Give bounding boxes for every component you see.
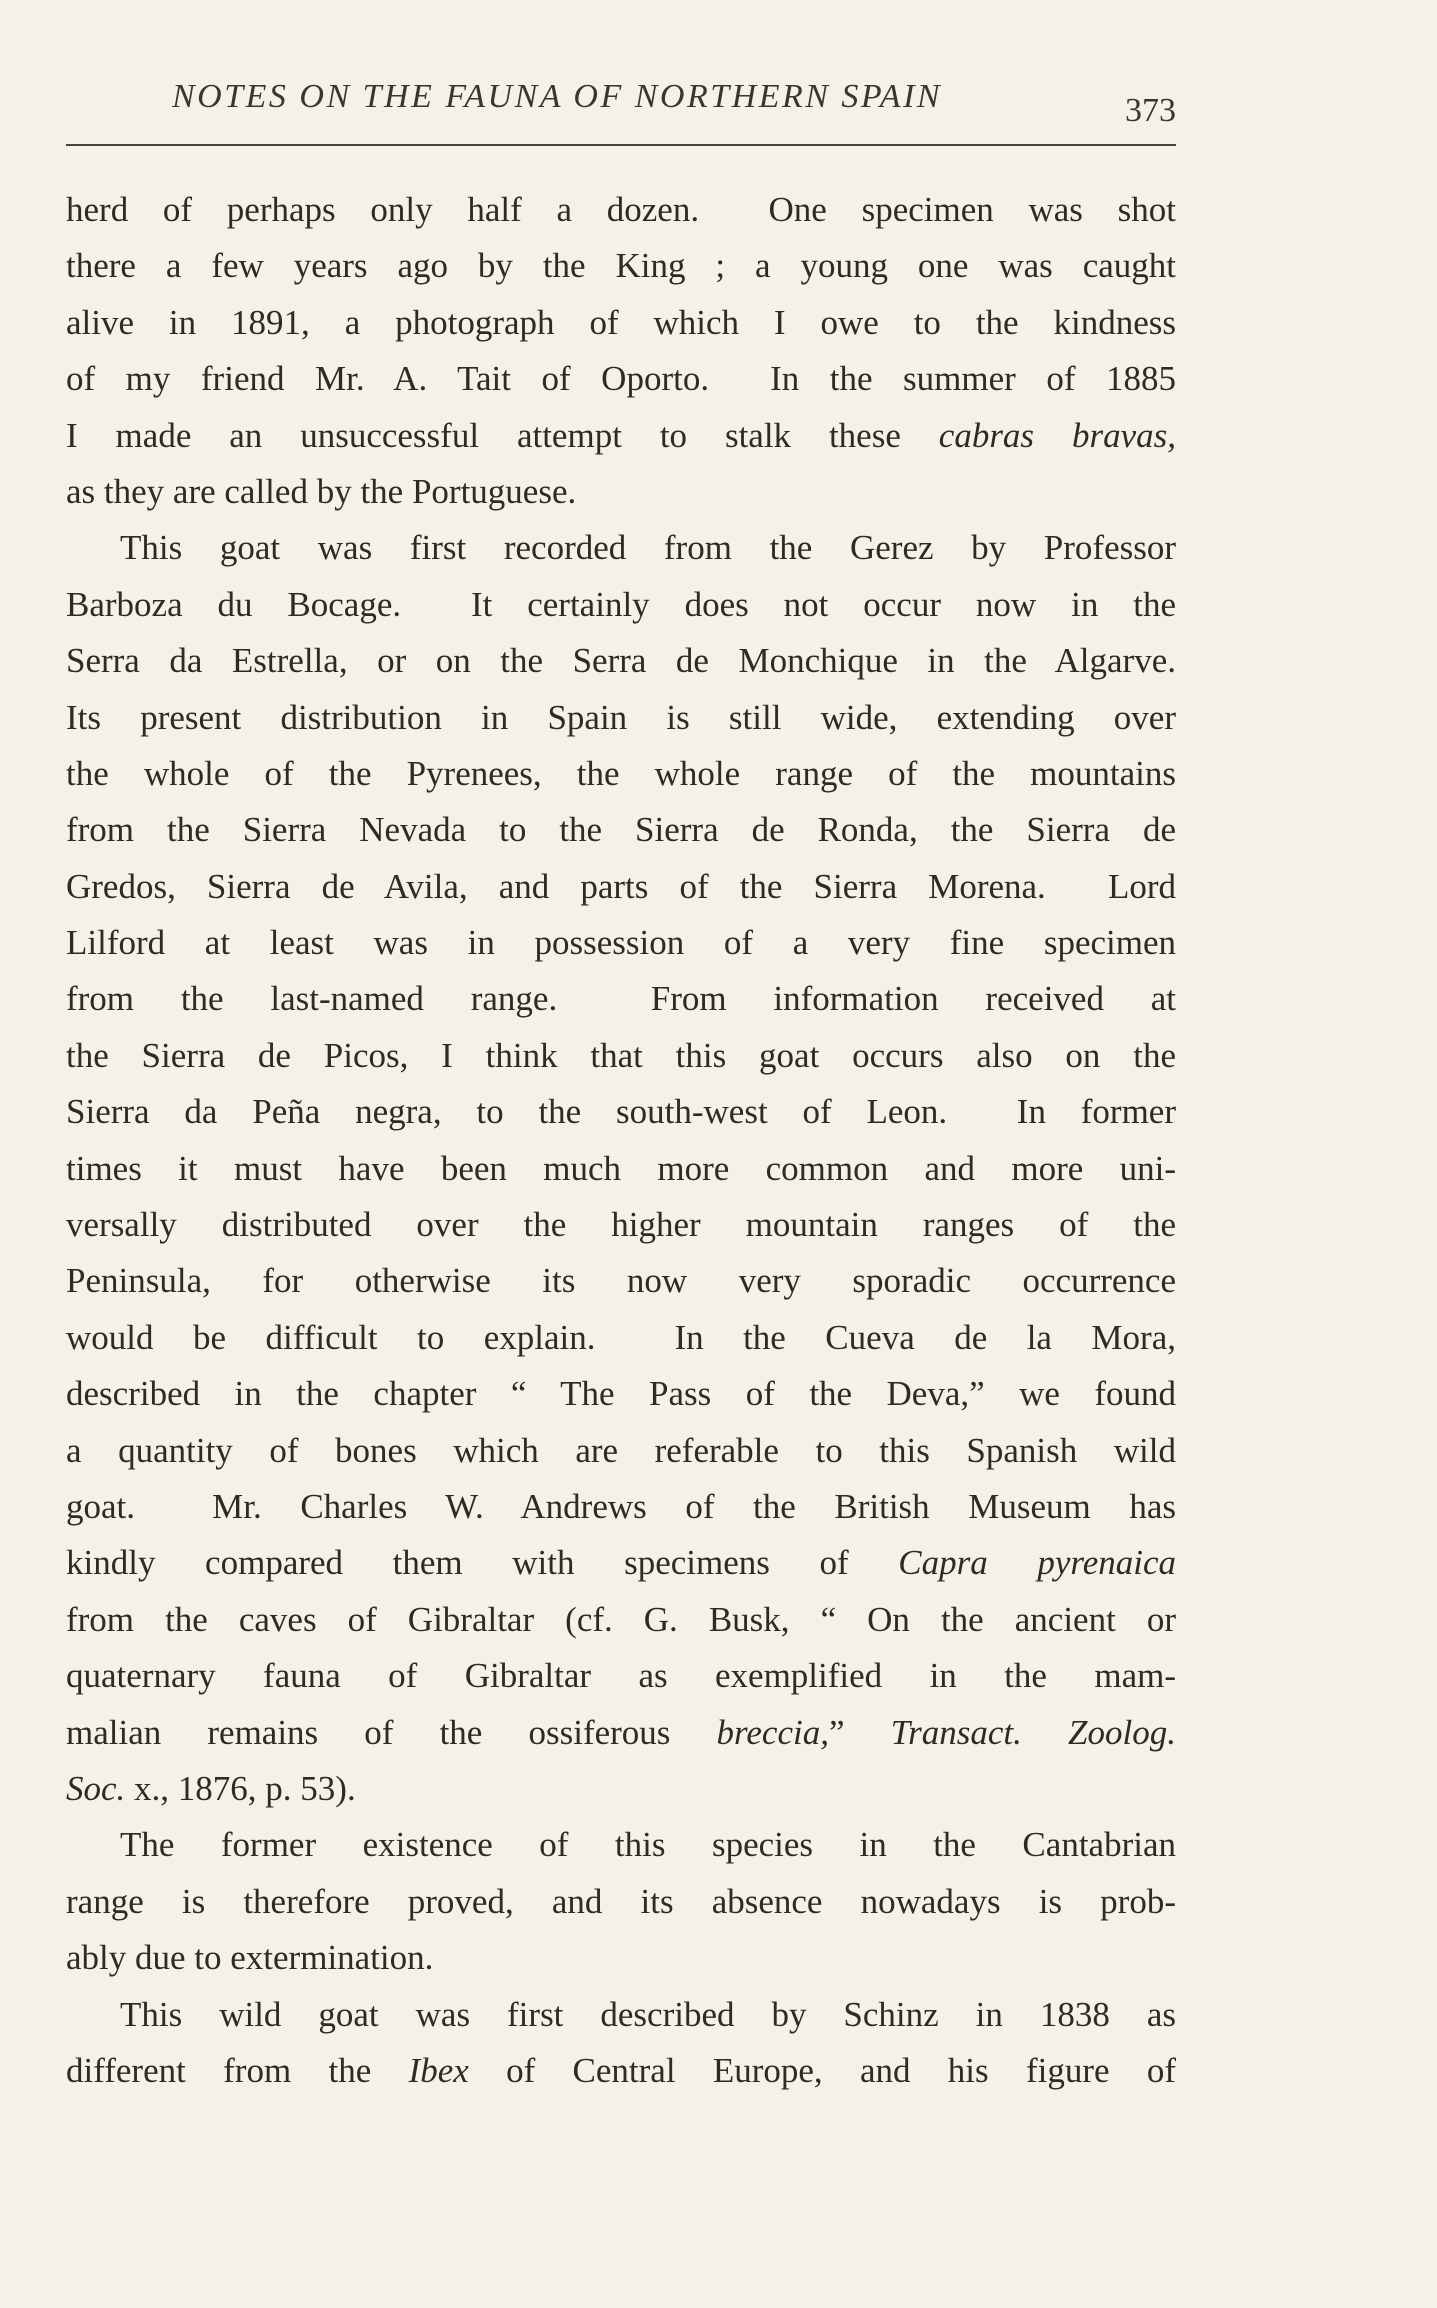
text-run: from the caves of Gibraltar (cf. G. Busk, “ On the ancient or bbox=[66, 1599, 1176, 1639]
text-run: of Central Europe, and his figure of bbox=[468, 2050, 1176, 2090]
text-line bbox=[66, 633, 1176, 689]
text-line bbox=[66, 1930, 1176, 1986]
text-run: there a few years ago by the King ; a young one was caught bbox=[66, 246, 1176, 286]
italic-text: Soc. bbox=[66, 1768, 126, 1808]
italic-text: Ibex bbox=[408, 2050, 469, 2090]
italic-text: Transact. Zoolog. bbox=[890, 1712, 1176, 1752]
text-line bbox=[66, 1817, 1176, 1873]
text-run: Peninsula, for otherwise its now very sporadic occurrence bbox=[66, 1261, 1176, 1301]
text-run: from the last-named range. From information received at bbox=[66, 979, 1176, 1019]
text-run: herd of perhaps only half a dozen. One specimen was shot bbox=[66, 190, 1176, 229]
text-run: malian remains of the ossiferous bbox=[66, 1712, 717, 1752]
text-line bbox=[66, 577, 1176, 633]
text-line bbox=[66, 2043, 1176, 2099]
text-run: Barboza du Bocage. It certainly does not occur now in the bbox=[66, 584, 1176, 624]
text-line bbox=[66, 351, 1176, 407]
text-run: range is therefore proved, and its absence nowadays is prob- bbox=[66, 1881, 1176, 1921]
text-line bbox=[66, 690, 1176, 746]
text-line bbox=[66, 238, 1176, 294]
text-line bbox=[66, 1084, 1176, 1140]
text-line bbox=[66, 182, 1176, 238]
text-run: ably due to extermination. bbox=[66, 1938, 434, 1978]
text-line bbox=[66, 1197, 1176, 1253]
text-run: Sierra da Peña negra, to the south-west of Leon. In former bbox=[66, 1092, 1176, 1132]
text-line bbox=[66, 1592, 1176, 1648]
text-line bbox=[66, 802, 1176, 858]
running-head bbox=[66, 72, 1176, 132]
text-line bbox=[66, 520, 1176, 576]
text-line bbox=[66, 1874, 1176, 1930]
text-run: This goat was first recorded from the Gerez by Professor bbox=[120, 528, 1176, 568]
text-line bbox=[66, 1535, 1176, 1591]
text-line bbox=[66, 915, 1176, 971]
text-line bbox=[66, 1253, 1176, 1309]
text-line bbox=[66, 1366, 1176, 1422]
text-run: Lilford at least was in possession of a very fine specimen bbox=[66, 923, 1176, 963]
text-line bbox=[66, 464, 1176, 520]
text-line bbox=[66, 295, 1176, 351]
text-run: the whole of the Pyrenees, the whole range of the mountains bbox=[66, 753, 1176, 793]
text-line bbox=[66, 1987, 1176, 2043]
running-title: NOTES ON THE FAUNA OF NORTHERN SPAIN bbox=[172, 78, 943, 115]
header-rule bbox=[66, 144, 1176, 146]
text-run: the Sierra de Picos, I think that this goat occurs also on the bbox=[66, 1035, 1176, 1075]
text-line bbox=[66, 408, 1176, 464]
text-run: described in the chapter “ The Pass of the Deva,” we found bbox=[66, 1374, 1176, 1414]
text-run: times it must have been much more common and more uni- bbox=[66, 1148, 1176, 1188]
text-run: The former existence of this species in the Cantabrian bbox=[120, 1825, 1176, 1865]
italic-text: cabras bravas, bbox=[938, 415, 1176, 455]
italic-text: breccia, bbox=[716, 1712, 829, 1752]
text-run: alive in 1891, a photograph of which I owe to the kindness bbox=[66, 302, 1176, 342]
text-run: kindly compared them with specimens of bbox=[66, 1543, 899, 1583]
text-run: Its present distribution in Spain is still wide, extending over bbox=[66, 697, 1176, 737]
text-line bbox=[66, 746, 1176, 802]
text-run: as they are called by the Portuguese. bbox=[66, 471, 577, 511]
text-run: I made an unsuccessful attempt to stalk these bbox=[66, 415, 939, 455]
text-run: different from the bbox=[66, 2050, 409, 2090]
text-run: versally distributed over the higher mountain ranges of the bbox=[66, 1205, 1176, 1245]
page-number: 373 bbox=[1125, 92, 1176, 129]
text-line bbox=[66, 1648, 1176, 1704]
text-line bbox=[66, 1705, 1176, 1761]
text-run: would be difficult to explain. In the Cueva de la Mora, bbox=[66, 1317, 1176, 1357]
text-run: quaternary fauna of Gibraltar as exemplified in the mam- bbox=[66, 1656, 1176, 1696]
text-run: Gredos, Sierra de Avila, and parts of the Sierra Morena. Lord bbox=[66, 866, 1176, 906]
text-run: of my friend Mr. A. Tait of Oporto. In the summer of 1885 bbox=[66, 359, 1176, 399]
text-line bbox=[66, 1141, 1176, 1197]
text-line bbox=[66, 1479, 1176, 1535]
text-line bbox=[66, 1310, 1176, 1366]
italic-text: Capra pyrenaica bbox=[898, 1543, 1176, 1583]
text-run: x., 1876, p. 53). bbox=[125, 1768, 356, 1808]
text-run: goat. Mr. Charles W. Andrews of the British Museum has bbox=[66, 1486, 1176, 1526]
text-run: Serra da Estrella, or on the Serra de Monchique in the Algarve. bbox=[66, 641, 1176, 681]
body-text bbox=[66, 182, 1176, 2099]
text-line bbox=[66, 971, 1176, 1027]
text-run: This wild goat was first described by Schinz in 1838 as bbox=[120, 1994, 1176, 2034]
text-run: a quantity of bones which are referable to this Spanish wild bbox=[66, 1430, 1176, 1470]
text-line bbox=[66, 1028, 1176, 1084]
text-run: from the Sierra Nevada to the Sierra de Ronda, the Sierra de bbox=[66, 810, 1176, 850]
text-line bbox=[66, 859, 1176, 915]
text-line bbox=[66, 1761, 1176, 1817]
text-run: ” bbox=[828, 1712, 891, 1752]
text-line bbox=[66, 1423, 1176, 1479]
